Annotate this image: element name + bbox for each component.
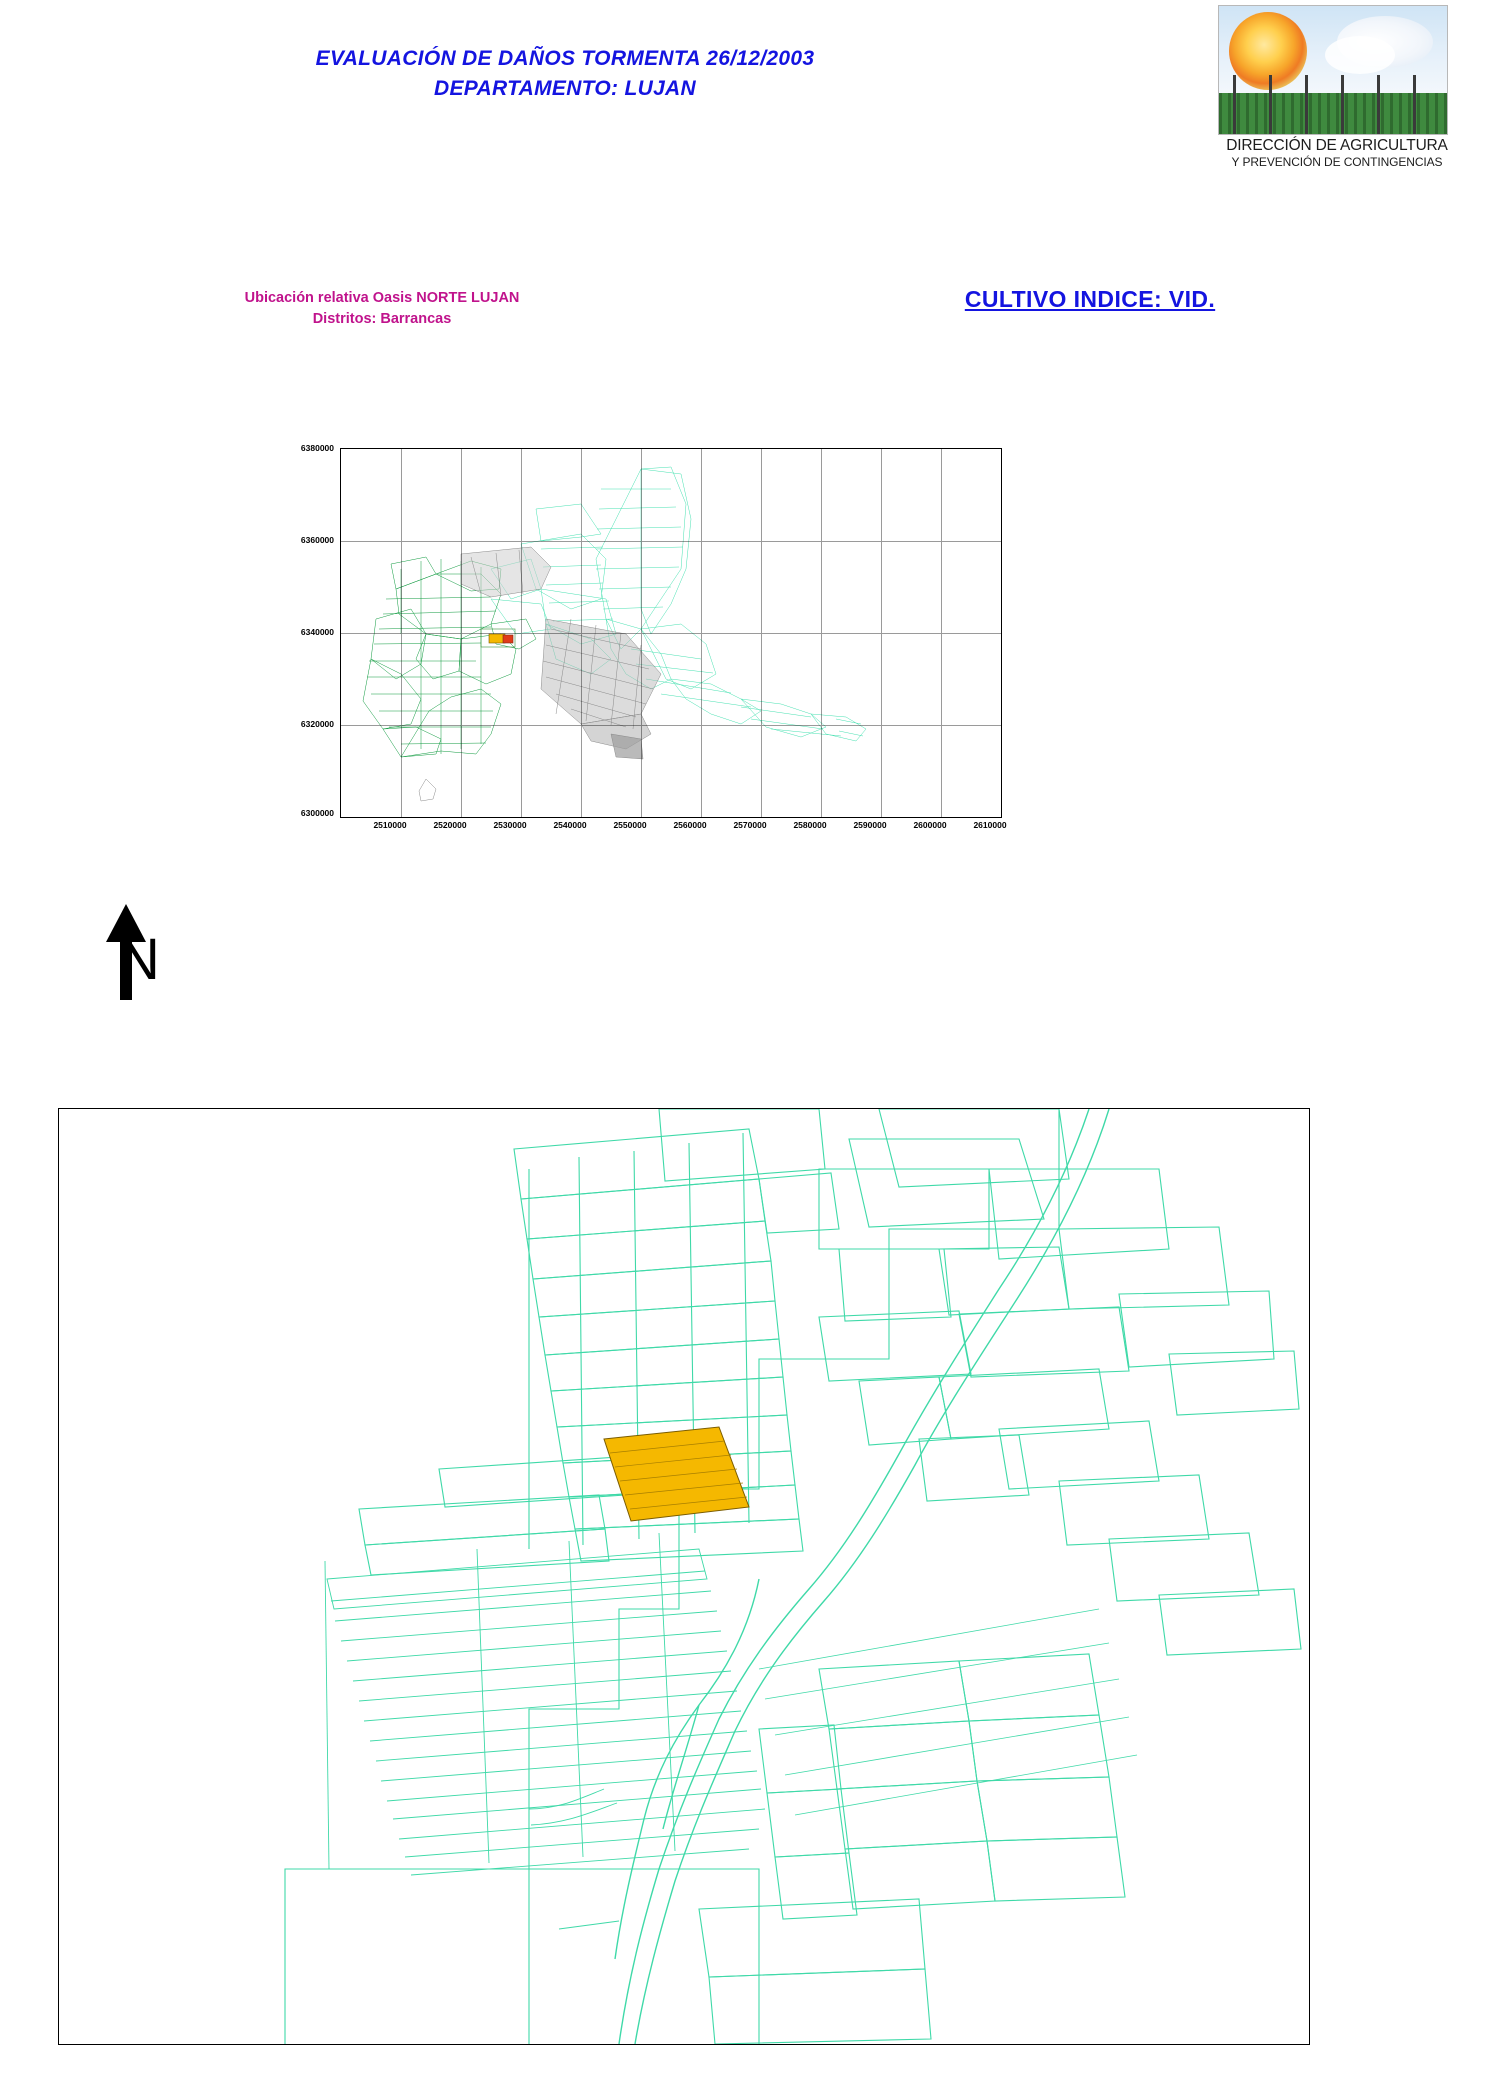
cloud-secondary-icon: [1325, 36, 1395, 74]
locator-y-tick: 6380000: [300, 443, 334, 453]
locator-y-tick: 6300000: [300, 808, 334, 818]
logo-caption-line-2: Y PREVENCIÓN DE CONTINGENCIAS: [1231, 155, 1443, 169]
locator-x-tick: 2590000: [853, 820, 887, 830]
locator-x-tick: 2600000: [913, 820, 947, 830]
location-subtitle: [112, 288, 652, 330]
locator-x-tick: 2610000: [973, 820, 1007, 830]
locator-x-tick: 2560000: [673, 820, 707, 830]
logo-caption: [1218, 137, 1456, 171]
oasis-polygons: [341, 449, 1001, 817]
institution-logo: [1218, 5, 1456, 185]
locator-x-tick: 2510000: [373, 820, 407, 830]
locator-y-tick: 6340000: [300, 627, 334, 637]
crop-index-title: CULTIVO INDICE: VID.: [964, 286, 1216, 312]
title-line-1: EVALUACIÓN DE DAÑOS TORMENTA 26/12/2003: [315, 47, 815, 70]
north-label: N: [118, 927, 160, 992]
barrancas-parcel-detail-map[interactable]: [58, 1108, 1310, 2045]
locator-x-tick: 2520000: [433, 820, 467, 830]
locator-map-container: [270, 443, 1007, 848]
locator-y-tick: 6360000: [300, 535, 334, 545]
locator-x-tick: 2540000: [553, 820, 587, 830]
locator-y-tick: 6320000: [300, 719, 334, 729]
highlighted-parcel: [604, 1427, 749, 1521]
page-title: [0, 44, 1130, 104]
locator-map-frame: [340, 448, 1002, 818]
locator-x-tick: 2530000: [493, 820, 527, 830]
locator-x-tick: 2550000: [613, 820, 647, 830]
location-line-2: Distritos: Barrancas: [312, 311, 452, 327]
logo-caption-line-1: DIRECCIÓN DE AGRICULTURA: [1226, 137, 1448, 154]
agriculture-sun-cloud-field-logo-icon: [1218, 5, 1448, 135]
locator-x-tick: 2580000: [793, 820, 827, 830]
location-line-1: Ubicación relativa Oasis NORTE LUJAN: [244, 290, 520, 306]
title-line-2: DEPARTAMENTO: LUJAN: [434, 77, 696, 100]
vineyard-posts-icon: [1219, 75, 1447, 134]
locator-x-tick: 2570000: [733, 820, 767, 830]
